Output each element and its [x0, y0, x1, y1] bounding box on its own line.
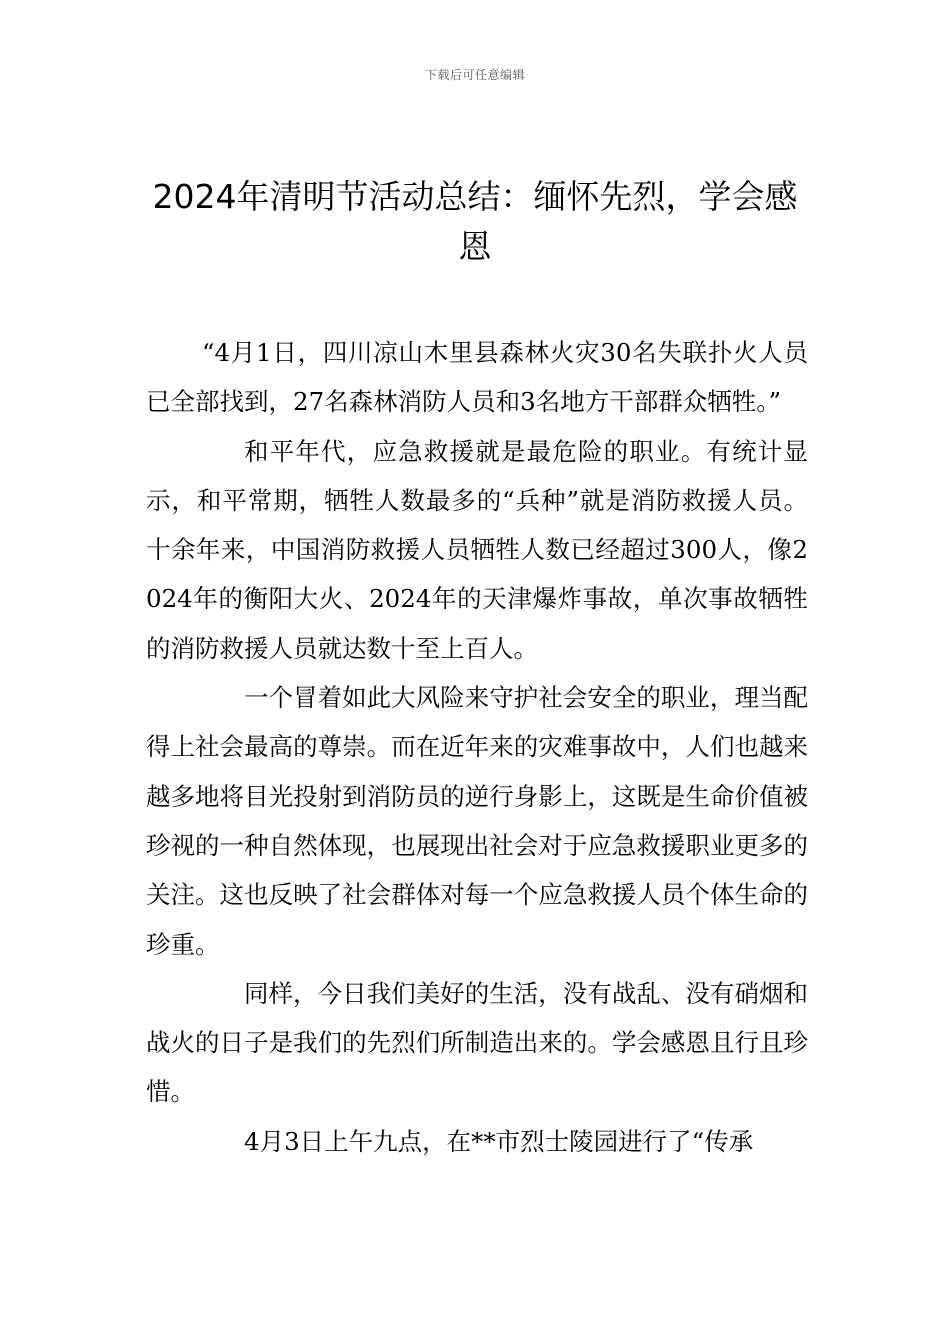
paragraph-3: 一个冒着如此大风险来守护社会安全的职业，理当配得上社会最高的尊崇。而在近年来的灾难事故中，人们也越来越多地将目光投射到消防员的逆行身影上，这既是生命价值被珍视的一种自然体现，也展现出社会对于应急救援职业更多的关注。这也反映了社会群体对每一个应急救援人员个体生命的珍重。 — [146, 683, 808, 959]
document-body — [146, 328, 808, 1166]
paragraph-5: 4月3日上午九点，在**市烈士陵园进行了“传承 — [244, 1126, 754, 1156]
paragraph-1: “4月1日，四川凉山木里县森林火灾30名失联扑火人员已全部找到，27名森林消防人员和3名地方干部群众牺牲。” — [146, 338, 808, 417]
document-title: 2024年清明节活动总结：缅怀先烈，学会感恩 — [152, 177, 798, 266]
paragraph-4: 同样，今日我们美好的生活，没有战乱、没有硝烟和战火的日子是我们的先烈们所制造出来的。学会感恩且行且珍惜。 — [146, 978, 808, 1107]
paragraph-2: 和平年代，应急救援就是最危险的职业。有统计显示，和平常期，牺牲人数最多的“兵种”就是消防救援人员。十余年来，中国消防救援人员牺牲人数已经超过300人，像2024年的衡阳大火、2024年的天津爆炸事故，单次事故牺牲的消防救援人员就达数十至上百人。 — [146, 436, 808, 663]
header-note: 下载后可任意编辑 — [424, 68, 525, 82]
